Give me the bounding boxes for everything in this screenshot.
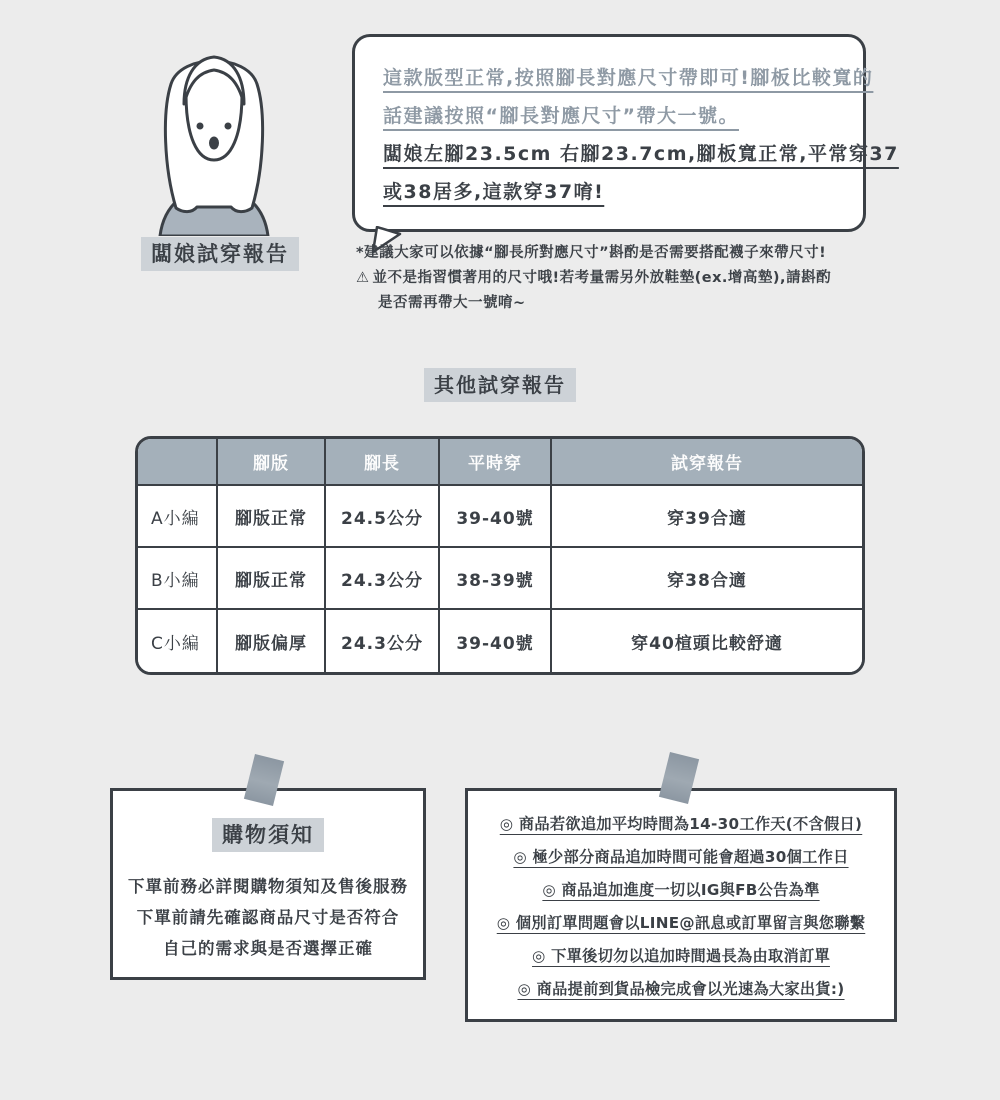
woman-illustration-icon [138, 36, 290, 236]
reporter-label [120, 238, 320, 268]
cell-foot-shape: 腳版正常 [218, 548, 326, 610]
cell-foot-length: 24.3公分 [326, 610, 440, 672]
note-line [356, 266, 886, 291]
cell-report: 穿38合適 [552, 548, 862, 610]
cell-foot-length: 24.5公分 [326, 486, 440, 548]
header-cell-usual-size: 平時穿 [440, 439, 552, 486]
rule-item: ◎ 下單後切勿以追加時間過長為由取消訂單 [532, 947, 830, 965]
cell-editor: A小編 [138, 486, 218, 548]
cell-editor: B小編 [138, 548, 218, 610]
cell-report: 穿39合適 [552, 486, 862, 548]
cell-foot-shape: 腳版偏厚 [218, 610, 326, 672]
cell-foot-shape: 腳版正常 [218, 486, 326, 548]
rule-item: ◎ 極少部分商品追加時間可能會超過30個工作日 [513, 848, 849, 866]
bubble-line: 或38居多,這款穿37唷! [383, 181, 605, 203]
header-cell-report: 試穿報告 [552, 439, 862, 486]
shopping-notice-title: 購物須知 [212, 818, 324, 852]
shop-owner-avatar [138, 36, 290, 236]
bubble-line: 這款版型正常,按照腳長對應尺寸帶即可!腳板比較寬的 [383, 67, 874, 89]
notice-line: 下單前務必詳閱購物須知及售後服務 [128, 877, 408, 896]
table-row [138, 486, 862, 548]
cell-usual-size: 39-40號 [440, 486, 552, 548]
cell-usual-size: 39-40號 [440, 610, 552, 672]
fitting-note [356, 241, 886, 316]
cell-report: 穿40楦頭比較舒適 [552, 610, 862, 672]
bubble-line: 闆娘左腳23.5cm 右腳23.7cm,腳板寬正常,平常穿37 [383, 143, 899, 165]
other-reports-title-text: 其他試穿報告 [424, 368, 576, 402]
header-cell-foot-length: 腳長 [326, 439, 440, 486]
rule-item: ◎ 商品追加進度一切以IG與FB公告為準 [542, 881, 820, 899]
shopping-notice-text [113, 871, 423, 964]
warning-icon: ⚠ [356, 270, 370, 286]
table-row [138, 610, 862, 672]
header-cell-blank [138, 439, 218, 486]
bubble-line: 話建議按照“腳長對應尺寸”帶大一號。 [383, 105, 739, 127]
reporter-label-text: 闆娘試穿報告 [141, 237, 299, 271]
rule-item: ◎ 個別訂單問題會以LINE@訊息或訂單留言與您聯繫 [496, 914, 866, 932]
shopping-notice-box [110, 788, 426, 980]
fit-report-table [135, 436, 865, 675]
cell-editor: C小編 [138, 610, 218, 672]
table-header-row [138, 439, 862, 486]
fitting-speech-bubble [352, 34, 899, 232]
rule-item: ◎ 商品若欲追加平均時間為14-30工作天(不含假日) [499, 815, 863, 833]
header-cell-foot-shape: 腳版 [218, 439, 326, 486]
note-line: 是否需再帶大一號唷~ [378, 295, 526, 311]
table-row [138, 548, 862, 610]
cell-usual-size: 38-39號 [440, 548, 552, 610]
note-line: *建議大家可以依據“腳長所對應尺寸”斟酌是否需要搭配襪子來帶尺寸! [356, 245, 827, 261]
notice-line: 自己的需求與是否選擇正確 [163, 939, 373, 958]
other-reports-title [0, 369, 1000, 398]
note-line-text: 並不是指習慣著用的尺寸哦!若考量需另外放鞋墊(ex.增高墊),請斟酌 [372, 270, 832, 286]
rule-item: ◎ 商品提前到貨品檢完成會以光速為大家出貨:) [517, 980, 845, 998]
order-rules-box [465, 788, 897, 1022]
notice-line: 下單前請先確認商品尺寸是否符合 [136, 908, 400, 927]
cell-foot-length: 24.3公分 [326, 548, 440, 610]
